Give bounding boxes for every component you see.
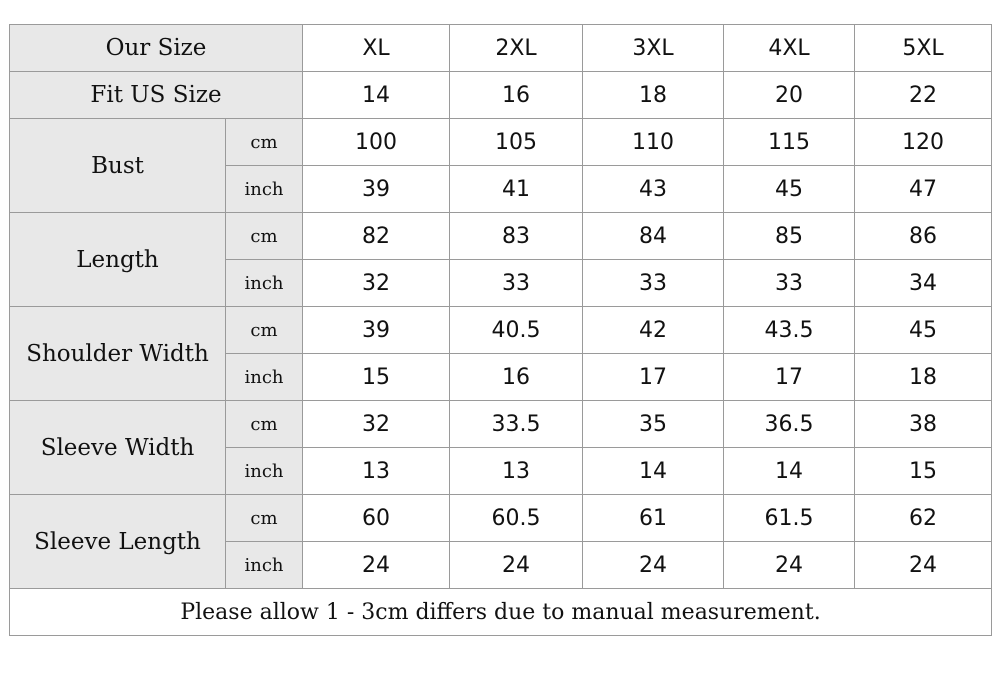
unit-inch-label: inch: [226, 354, 303, 401]
measurement-value: 13: [450, 448, 583, 495]
measurement-value: 18: [855, 354, 992, 401]
measurement-value: 24: [724, 542, 855, 589]
our-size-label: Our Size: [10, 25, 303, 72]
measurement-value: 84: [583, 213, 724, 260]
measurement-value: 32: [303, 401, 450, 448]
measurement-value: 85: [724, 213, 855, 260]
measurement-value: 41: [450, 166, 583, 213]
unit-inch-label: inch: [226, 448, 303, 495]
measurement-value: 14: [583, 448, 724, 495]
measurement-value: 24: [583, 542, 724, 589]
measurement-value: 45: [855, 307, 992, 354]
size-3xl: 3XL: [583, 25, 724, 72]
measurement-value: 61.5: [724, 495, 855, 542]
sleeve-length-cm-row: [10, 495, 992, 542]
measurement-value: 83: [450, 213, 583, 260]
measurement-value: 33: [724, 260, 855, 307]
fit-us-size-label: Fit US Size: [10, 72, 303, 119]
measurement-value: 15: [303, 354, 450, 401]
measurement-value: 43.5: [724, 307, 855, 354]
measurement-value: 61: [583, 495, 724, 542]
measurement-value: 35: [583, 401, 724, 448]
fit-us-value: 14: [303, 72, 450, 119]
measurement-value: 60: [303, 495, 450, 542]
measurement-value: 24: [855, 542, 992, 589]
measurement-value: 34: [855, 260, 992, 307]
measurement-note: Please allow 1 - 3cm differs due to manual measurement.: [10, 589, 992, 636]
shoulder-width-label: Shoulder Width: [10, 307, 226, 401]
measurement-value: 13: [303, 448, 450, 495]
measurement-value: 40.5: [450, 307, 583, 354]
unit-inch-label: inch: [226, 260, 303, 307]
length-label: Length: [10, 213, 226, 307]
measurement-value: 43: [583, 166, 724, 213]
measurement-value: 39: [303, 166, 450, 213]
measurement-value: 36.5: [724, 401, 855, 448]
measurement-value: 60.5: [450, 495, 583, 542]
measurement-value: 38: [855, 401, 992, 448]
sleeve-width-cm-row: [10, 401, 992, 448]
unit-inch-label: inch: [226, 166, 303, 213]
length-cm-row: [10, 213, 992, 260]
measurement-value: 17: [724, 354, 855, 401]
measurement-value: 32: [303, 260, 450, 307]
bust-label: Bust: [10, 119, 226, 213]
measurement-value: 24: [303, 542, 450, 589]
our-size-row: [10, 25, 992, 72]
fit-us-value: 16: [450, 72, 583, 119]
note-row: [10, 589, 992, 636]
fit-us-size-row: [10, 72, 992, 119]
measurement-value: 16: [450, 354, 583, 401]
bust-cm-row: [10, 119, 992, 166]
measurement-value: 33: [583, 260, 724, 307]
unit-cm-label: cm: [226, 495, 303, 542]
sleeve-length-label: Sleeve Length: [10, 495, 226, 589]
unit-inch-label: inch: [226, 542, 303, 589]
measurement-value: 86: [855, 213, 992, 260]
measurement-value: 24: [450, 542, 583, 589]
fit-us-value: 22: [855, 72, 992, 119]
measurement-value: 62: [855, 495, 992, 542]
measurement-value: 17: [583, 354, 724, 401]
measurement-value: 42: [583, 307, 724, 354]
measurement-value: 110: [583, 119, 724, 166]
measurement-value: 33.5: [450, 401, 583, 448]
unit-cm-label: cm: [226, 213, 303, 260]
size-2xl: 2XL: [450, 25, 583, 72]
sleeve-width-label: Sleeve Width: [10, 401, 226, 495]
unit-cm-label: cm: [226, 307, 303, 354]
fit-us-value: 18: [583, 72, 724, 119]
measurement-value: 39: [303, 307, 450, 354]
measurement-value: 115: [724, 119, 855, 166]
measurement-value: 15: [855, 448, 992, 495]
measurement-value: 33: [450, 260, 583, 307]
size-xl: XL: [303, 25, 450, 72]
unit-cm-label: cm: [226, 119, 303, 166]
measurement-value: 45: [724, 166, 855, 213]
size-4xl: 4XL: [724, 25, 855, 72]
measurement-value: 14: [724, 448, 855, 495]
size-chart-table: [9, 24, 992, 636]
size-5xl: 5XL: [855, 25, 992, 72]
measurement-value: 100: [303, 119, 450, 166]
measurement-value: 47: [855, 166, 992, 213]
measurement-value: 105: [450, 119, 583, 166]
fit-us-value: 20: [724, 72, 855, 119]
unit-cm-label: cm: [226, 401, 303, 448]
measurement-value: 120: [855, 119, 992, 166]
measurement-value: 82: [303, 213, 450, 260]
shoulder-width-cm-row: [10, 307, 992, 354]
